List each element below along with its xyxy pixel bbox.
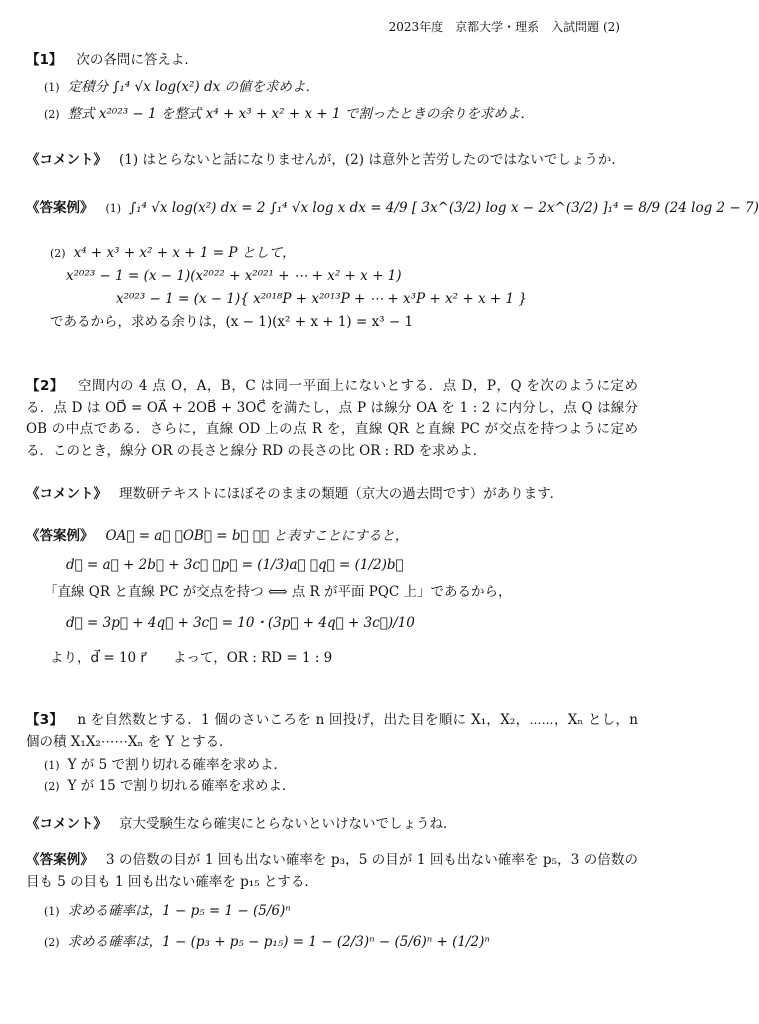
problem-2-text: 空間内の 4 点 O，A，B，C は同一平面上にないとする．点 D，P，Q を次のように定める．点 D は OD⃗ = OA⃗ + 2OB⃗ + 3OC⃗ を満たし，点 P は線分 OA を 1 : 2 に内分し，点 Q は線分 OB の中点である．さらに，直線 OD 上の点 R を，直線 QR と直線 PC が交点を持つように定める．このとき，線分 OR の長さと線分 RD の長さの比 OR : RD を求めよ． xyxy=(26,378,638,459)
answer-3-2: 求める確率は，1 − (p₃ + p₅ − p₁₅) = 1 − (2/3)ⁿ − (5/6)ⁿ + (1/2)ⁿ xyxy=(67,934,490,951)
problem-3-title: 【3】 xyxy=(26,712,64,728)
problem-3-text: n を自然数とする．1 個のさいころを n 回投げ，出た目を順に X₁，X₂，⋯⋯，Xₙ とし，n 個の積 X₁X₂⋯⋯Xₙ を Y とする． xyxy=(26,712,638,750)
problem-1: 【1】 次の各問に答えよ． (1) 定積分 ∫₁⁴ √x log(x²) dx の値を求めよ． (2) 整式 x²⁰²³ − 1 を整式 x⁴ + x³ + x² + x + 1 で割ったときの余りを求めよ． xyxy=(26,52,534,122)
problem-3-answer: 《答案例》 3 の倍数の目が 1 回も出ない確率を p₃，5 の目が 1 回も出ない確率を p₅，3 の倍数の目も 5 の目も 1 回も出ない確率を p₁₅ とする． (1) 求める確率は，1 − p₅ = 1 − (5/6)ⁿ (2) 求める確率は，1 − (p₃ + p₅ − p₁₅) = 1 − (2/3)ⁿ − (5/6)ⁿ + (1/2)ⁿ xyxy=(26,852,638,951)
problem-1-title: 【1】 xyxy=(26,52,63,68)
problem-3-q1: Y が 5 で割り切れる確率を求めよ． xyxy=(67,757,287,774)
answer-3-1: 求める確率は，1 − p₅ = 1 − (5/6)ⁿ xyxy=(67,903,291,920)
problem-2-answer: 《答案例》 OA⃗ = a⃗ ，OB⃗ = b⃗ ，⋯ と表すことにすると， d⃗ = a⃗ + 2b⃗ + 3c⃗ ，p⃗ = (1/3)a⃗ ，q⃗ = (1/2)b⃗ 「直線 QR と直線 PC が交点を持つ ⟺ 点 R が平面 PQC 上」であるから， d⃗ = 3p⃗ + 4q⃗ + 3c⃗ = 10・(3p⃗ + 4q⃗ + 3c⃗)/10 より，d⃗ = 10 r⃗ よって，OR : RD = 1 : 9 xyxy=(26,528,512,666)
page-header: 2023年度 京都大学・理系 入試問題 (2) xyxy=(388,20,620,34)
problem-3-comment: 《コメント》 京大受験生なら確実にとらないといけないでしょうね． xyxy=(26,816,457,832)
problem-2-comment: 《コメント》 理数研テキストにほぼそのままの類題（京大の過去問です）があります． xyxy=(26,486,564,502)
problem-1-comment: 《コメント》 (1) はとらないと話になりませんが，(2) は意外と苦労したのではないでしょうか． xyxy=(26,152,625,168)
problem-3: 【3】 n を自然数とする．1 個のさいころを n 回投げ，出た目を順に X₁，X₂，⋯⋯，Xₙ とし，n 個の積 X₁X₂⋯⋯Xₙ を Y とする． (1) Y が 5 で割り切れる確率を求めよ． (2) Y が 15 で割り切れる確率を求めよ． xyxy=(26,712,638,795)
problem-2 xyxy=(26,376,638,462)
problem-1-intro: 次の各問に答えよ． xyxy=(76,52,198,68)
problem-3-q2: Y が 15 で割り切れる確率を求めよ． xyxy=(67,778,296,795)
problem-2-title: 【2】 xyxy=(26,378,64,394)
problem-1-q2: 整式 x²⁰²³ − 1 を整式 x⁴ + x³ + x² + x + 1 で割ったときの余りを求めよ． xyxy=(67,105,534,122)
answer-1-1: ∫₁⁴ √x log(x²) dx = 2 ∫₁⁴ √x log x dx = 4/9 [ 3x^(3/2) log x − 2x^(3/2) ]₁⁴ = 8/9 (24 log 2 − 7) xyxy=(129,200,759,216)
problem-1-answer: 《答案例》 (1) ∫₁⁴ √x log(x²) dx = 2 ∫₁⁴ √x log x dx = 4/9 [ 3x^(3/2) log x − 2x^(3/2) ]₁⁴ = 8/9 (24 log 2 − 7) (2) x⁴ + x³ + x² + x + 1 = P として， x²⁰²³ − 1 = (x − 1)(x²⁰²² + x²⁰²¹ + ⋯ + x² + x + 1) x²⁰²³ − 1 = (x − 1){ x²⁰¹⁸P + x²⁰¹³P + ⋯ + x³P + x² + x + 1 } であるから，求める余りは，(x − 1)(x² + x + 1) = x³ − 1 xyxy=(26,200,759,330)
problem-1-q1: 定積分 ∫₁⁴ √x log(x²) dx の値を求めよ． xyxy=(67,78,320,95)
